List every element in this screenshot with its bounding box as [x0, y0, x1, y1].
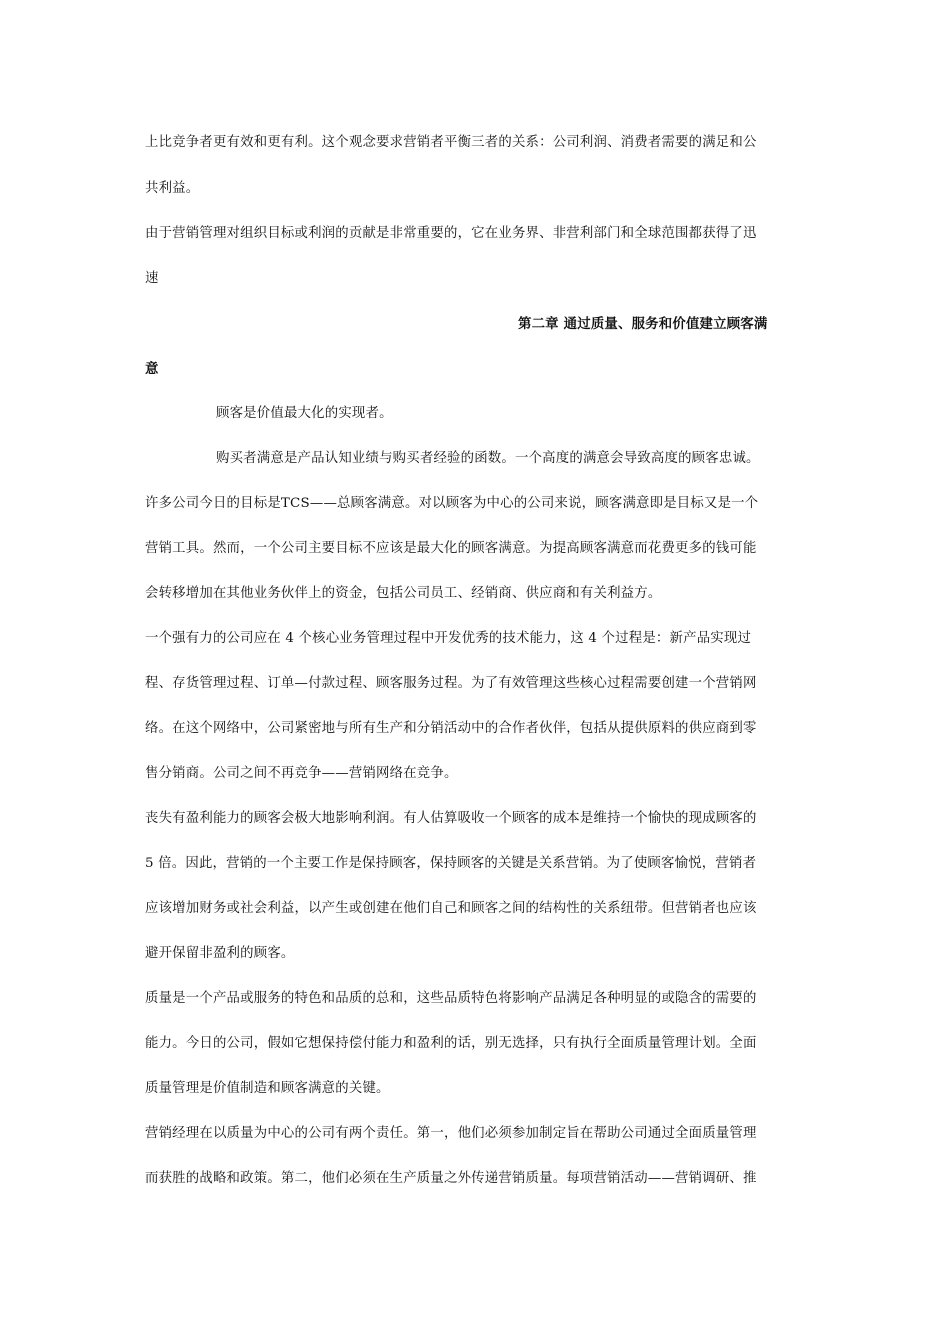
chapter-heading: 第二章 通过质量、服务和价值建立顾客满 — [518, 316, 768, 332]
paragraph-line: 程、存货管理过程、订单—付款过程、顾客服务过程。为了有效管理这些核心过程需要创建一个营销网 — [145, 676, 757, 691]
paragraph-line: 顾客是价值最大化的实现者。 — [216, 406, 393, 421]
paragraph-line: 能力。今日的公司，假如它想保持偿付能力和盈利的话，别无选择，只有执行全面质量管理计划。全面 — [145, 1036, 757, 1051]
paragraph-line: 质量管理是价值制造和顾客满意的关键。 — [145, 1081, 390, 1096]
paragraph-line: 许多公司今日的目标是TCS——总顾客满意。对以顾客为中心的公司来说，顾客满意即是目标又是一个 — [145, 496, 759, 511]
paragraph-line: 络。在这个网络中，公司紧密地与所有生产和分销活动中的合作者伙伴，包括从提供原料的供应商到零 — [145, 721, 757, 736]
paragraph-line: 售分销商。公司之间不再竞争——营销网络在竞争。 — [145, 766, 458, 781]
paragraph-line: 营销工具。然而，一个公司主要目标不应该是最大化的顾客满意。为提高顾客满意而花费更多的钱可能 — [145, 541, 757, 556]
paragraph-line: 会转移增加在其他业务伙伴上的资金，包括公司员工、经销商、供应商和有关利益方。 — [145, 586, 662, 601]
chapter-heading-continuation: 意 — [145, 361, 159, 377]
paragraph-line: 速 — [145, 271, 159, 286]
paragraph-line: 共利益。 — [145, 181, 200, 196]
paragraph-line: 丧失有盈利能力的顾客会极大地影响利润。有人估算吸收一个顾客的成本是维持一个愉快的现成顾客的 — [145, 811, 757, 826]
paragraph-line: 5 倍。因此，营销的一个主要工作是保持顾客，保持顾客的关键是关系营销。为了使顾客愉悦，营销者 — [145, 856, 757, 871]
paragraph-line: 一个强有力的公司应在 4 个核心业务管理过程中开发优秀的技术能力，这 4 个过程是：新产品实现过 — [145, 631, 752, 646]
paragraph-line: 避开保留非盈利的顾客。 — [145, 946, 295, 961]
paragraph-line: 而获胜的战略和政策。第二，他们必须在生产质量之外传递营销质量。每项营销活动——营销调研、推 — [145, 1171, 757, 1186]
paragraph-line: 质量是一个产品或服务的特色和品质的总和，这些品质特色将影响产品满足各种明显的或隐含的需要的 — [145, 991, 757, 1006]
paragraph-line: 应该增加财务或社会利益，以产生或创建在他们自己和顾客之间的结构性的关系纽带。但营销者也应该 — [145, 901, 757, 916]
paragraph-line: 由于营销管理对组织目标或利润的贡献是非常重要的，它在业务界、非营利部门和全球范围都获得了迅 — [145, 226, 757, 241]
paragraph-line: 上比竞争者更有效和更有利。这个观念要求营销者平衡三者的关系：公司利润、消费者需要的满足和公 — [145, 135, 757, 150]
paragraph-line: 营销经理在以质量为中心的公司有两个责任。第一，他们必须参加制定旨在帮助公司通过全面质量管理 — [145, 1126, 757, 1141]
paragraph-line: 购买者满意是产品认知业绩与购买者经验的函数。一个高度的满意会导致高度的顾客忠诚。 — [216, 451, 760, 466]
